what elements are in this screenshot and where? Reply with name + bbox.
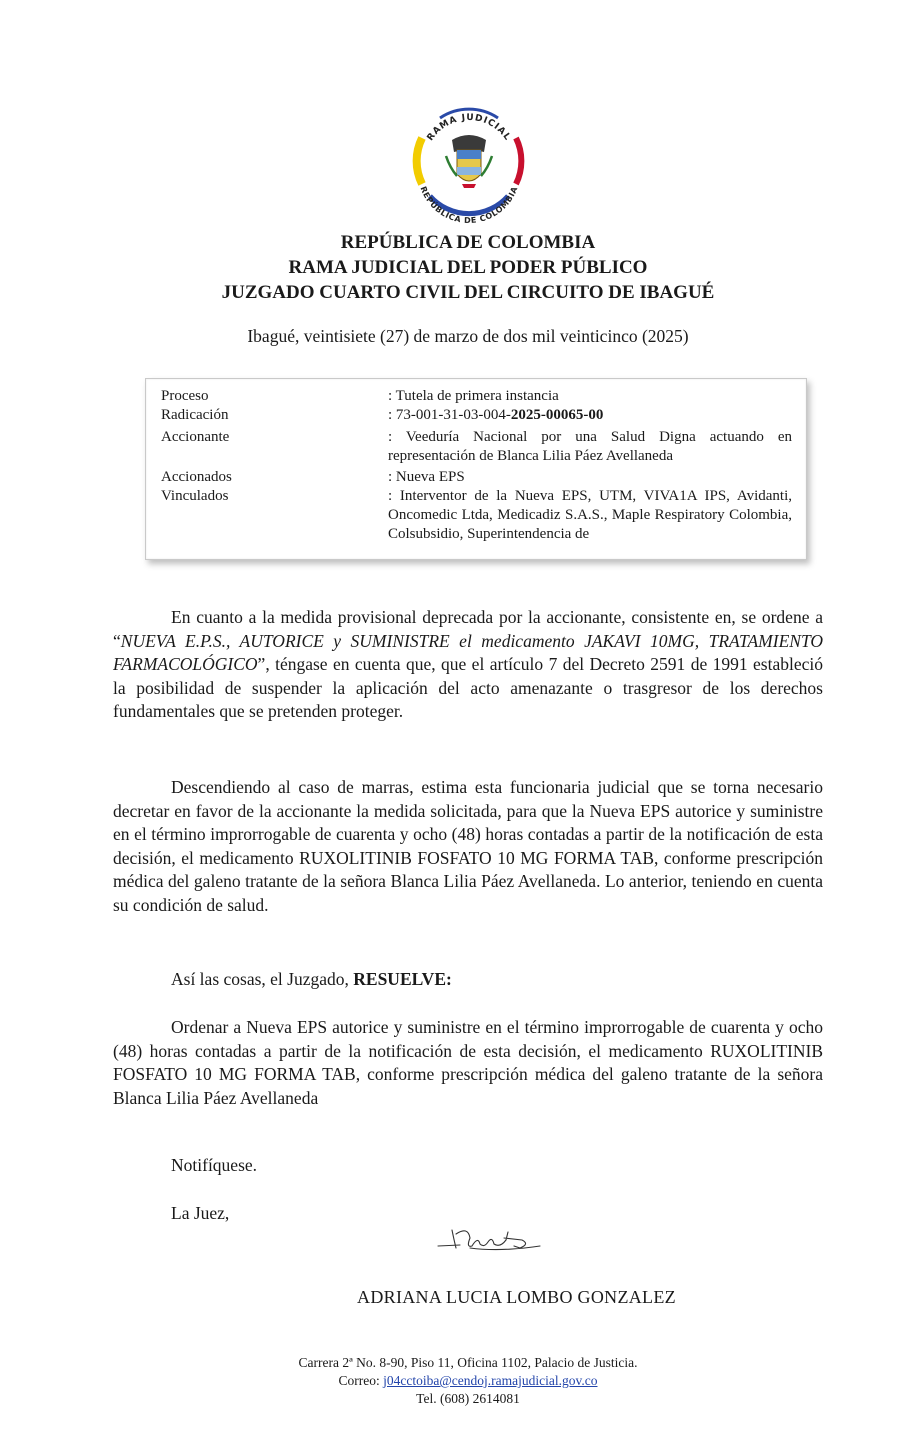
coat-of-arms-icon: [446, 135, 492, 188]
accionante-value: : Veeduría Nacional por una Salud Digna actuando en representación de Blanca Lilia Páez Avellaneda: [388, 429, 792, 464]
handwritten-signature: [430, 1218, 560, 1258]
signer-name-line: [0, 1287, 906, 1308]
notify-text: Notifíquese.: [171, 1155, 258, 1175]
p1-text-a: En cuanto a la medida provisional deprecada por la accionante, consistente en, se ordene a “: [113, 607, 823, 651]
radicacion-label: Radicación: [161, 407, 229, 423]
radicacion-prefix: : 73-001-31-03-004-: [388, 407, 511, 423]
paragraph-2: [113, 776, 823, 917]
footer-email-label: Correo:: [338, 1373, 384, 1388]
header-line-branch: RAMA JUDICIAL DEL PODER PÚBLICO: [288, 257, 648, 278]
p1-text-b: ”, téngase en cuenta que, que el artículo 7 del Decreto 2591 de 1991 estableció la posibilidad de suspender la aplicación del acto amenazante o trasgresor de los derechos fundamentales que se pretenden proteger.: [113, 654, 823, 721]
accionados-value: : Nueva EPS: [388, 469, 465, 485]
proceso-label: Proceso: [161, 388, 209, 404]
radicacion-number: 2025-00065-00: [510, 407, 604, 423]
header-line-republic: REPÚBLICA DE COLOMBIA: [340, 232, 596, 253]
court-header: [0, 230, 906, 305]
footer-email-line: [30, 1372, 906, 1390]
rama-judicial-seal: [400, 92, 538, 230]
paragraph-1: [113, 606, 823, 724]
p2-text: Descendiendo al caso de marras, estima esta funcionaria judicial que se torna necesario decretar en favor de la accionante la medida solicitada, para que la Nueva EPS autorice y suministre en el término improrrogable de cuarenta y ocho (48) horas contadas a partir de la notificación de esta decisión, el medicamento RUXOLITINIB FOSFATO 10 MG FORMA TAB, conforme prescripción médica del galeno tratante de la señora Blanca Lilia Páez Avellaneda. Lo anterior, teniendo en cuenta su condición de salud.: [113, 777, 823, 915]
date-text: Ibagué, veintisiete (27) de marzo de dos mil veinticinco (2025): [247, 326, 689, 346]
signer-name: ADRIANA LUCIA LOMBO GONZALEZ: [357, 1287, 676, 1307]
seal-bottom-text: REPÚBLICA DE COLOMBIA: [418, 185, 520, 226]
radicacion-value: [388, 406, 792, 425]
p3-text: Así las cosas, el Juzgado,: [171, 969, 354, 989]
svg-text:REPÚBLICA DE COLOMBIA: [419, 185, 520, 225]
vinculados-label: Vinculados: [161, 488, 229, 504]
footer-address: Carrera 2ª No. 8-90, Piso 11, Oficina 1102, Palacio de Justicia.: [298, 1355, 638, 1370]
p1-quoted-request: NUEVA E.P.S., AUTORICE y SUMINISTRE el medicamento JAKAVI 10MG, TRATAMIENTO FARMACOLÓGICO: [113, 630, 823, 674]
date-line: [0, 326, 906, 347]
proceso-value: : Tutela de primera instancia: [388, 388, 559, 404]
accionados-label: Accionados: [161, 469, 232, 485]
footer-email-link[interactable]: j04cctoiba@cendoj.ramajudicial.gov.co: [383, 1373, 598, 1388]
vinculados-value: : Interventor de la Nueva EPS, UTM, VIVA1A IPS, Avidanti, Oncomedic Ltda, Medicadiz S.A.S., Maple Respiratory Colombia, Colsubsidio, Superintendencia de: [388, 488, 792, 542]
resuelve-label: RESUELVE:: [353, 969, 452, 989]
p4-text: Ordenar a Nueva EPS autorice y suministre en el término improrrogable de cuarenta y ocho (48) horas contadas a partir de la notificación de esta decisión, el medicamento RUXOLITINIB FOSFATO 10 MG FORMA TAB, conforme prescripción médica del galeno tratante de la señora Blanca Lilia Páez Avellaneda: [113, 1017, 823, 1108]
paragraph-3: [113, 968, 823, 992]
judge-label: La Juez,: [171, 1203, 230, 1223]
paragraph-4: [113, 1016, 823, 1110]
notify-line: [113, 1154, 823, 1178]
case-info-box: [145, 378, 807, 560]
footer-phone: Tel. (608) 2614081: [416, 1391, 520, 1406]
header-line-court: JUZGADO CUARTO CIVIL DEL CIRCUITO DE IBAGUÉ: [221, 282, 715, 303]
seal-top-text: RAMA JUDICIAL: [425, 112, 513, 143]
accionante-label: Accionante: [161, 429, 230, 445]
footer: [0, 1354, 906, 1408]
